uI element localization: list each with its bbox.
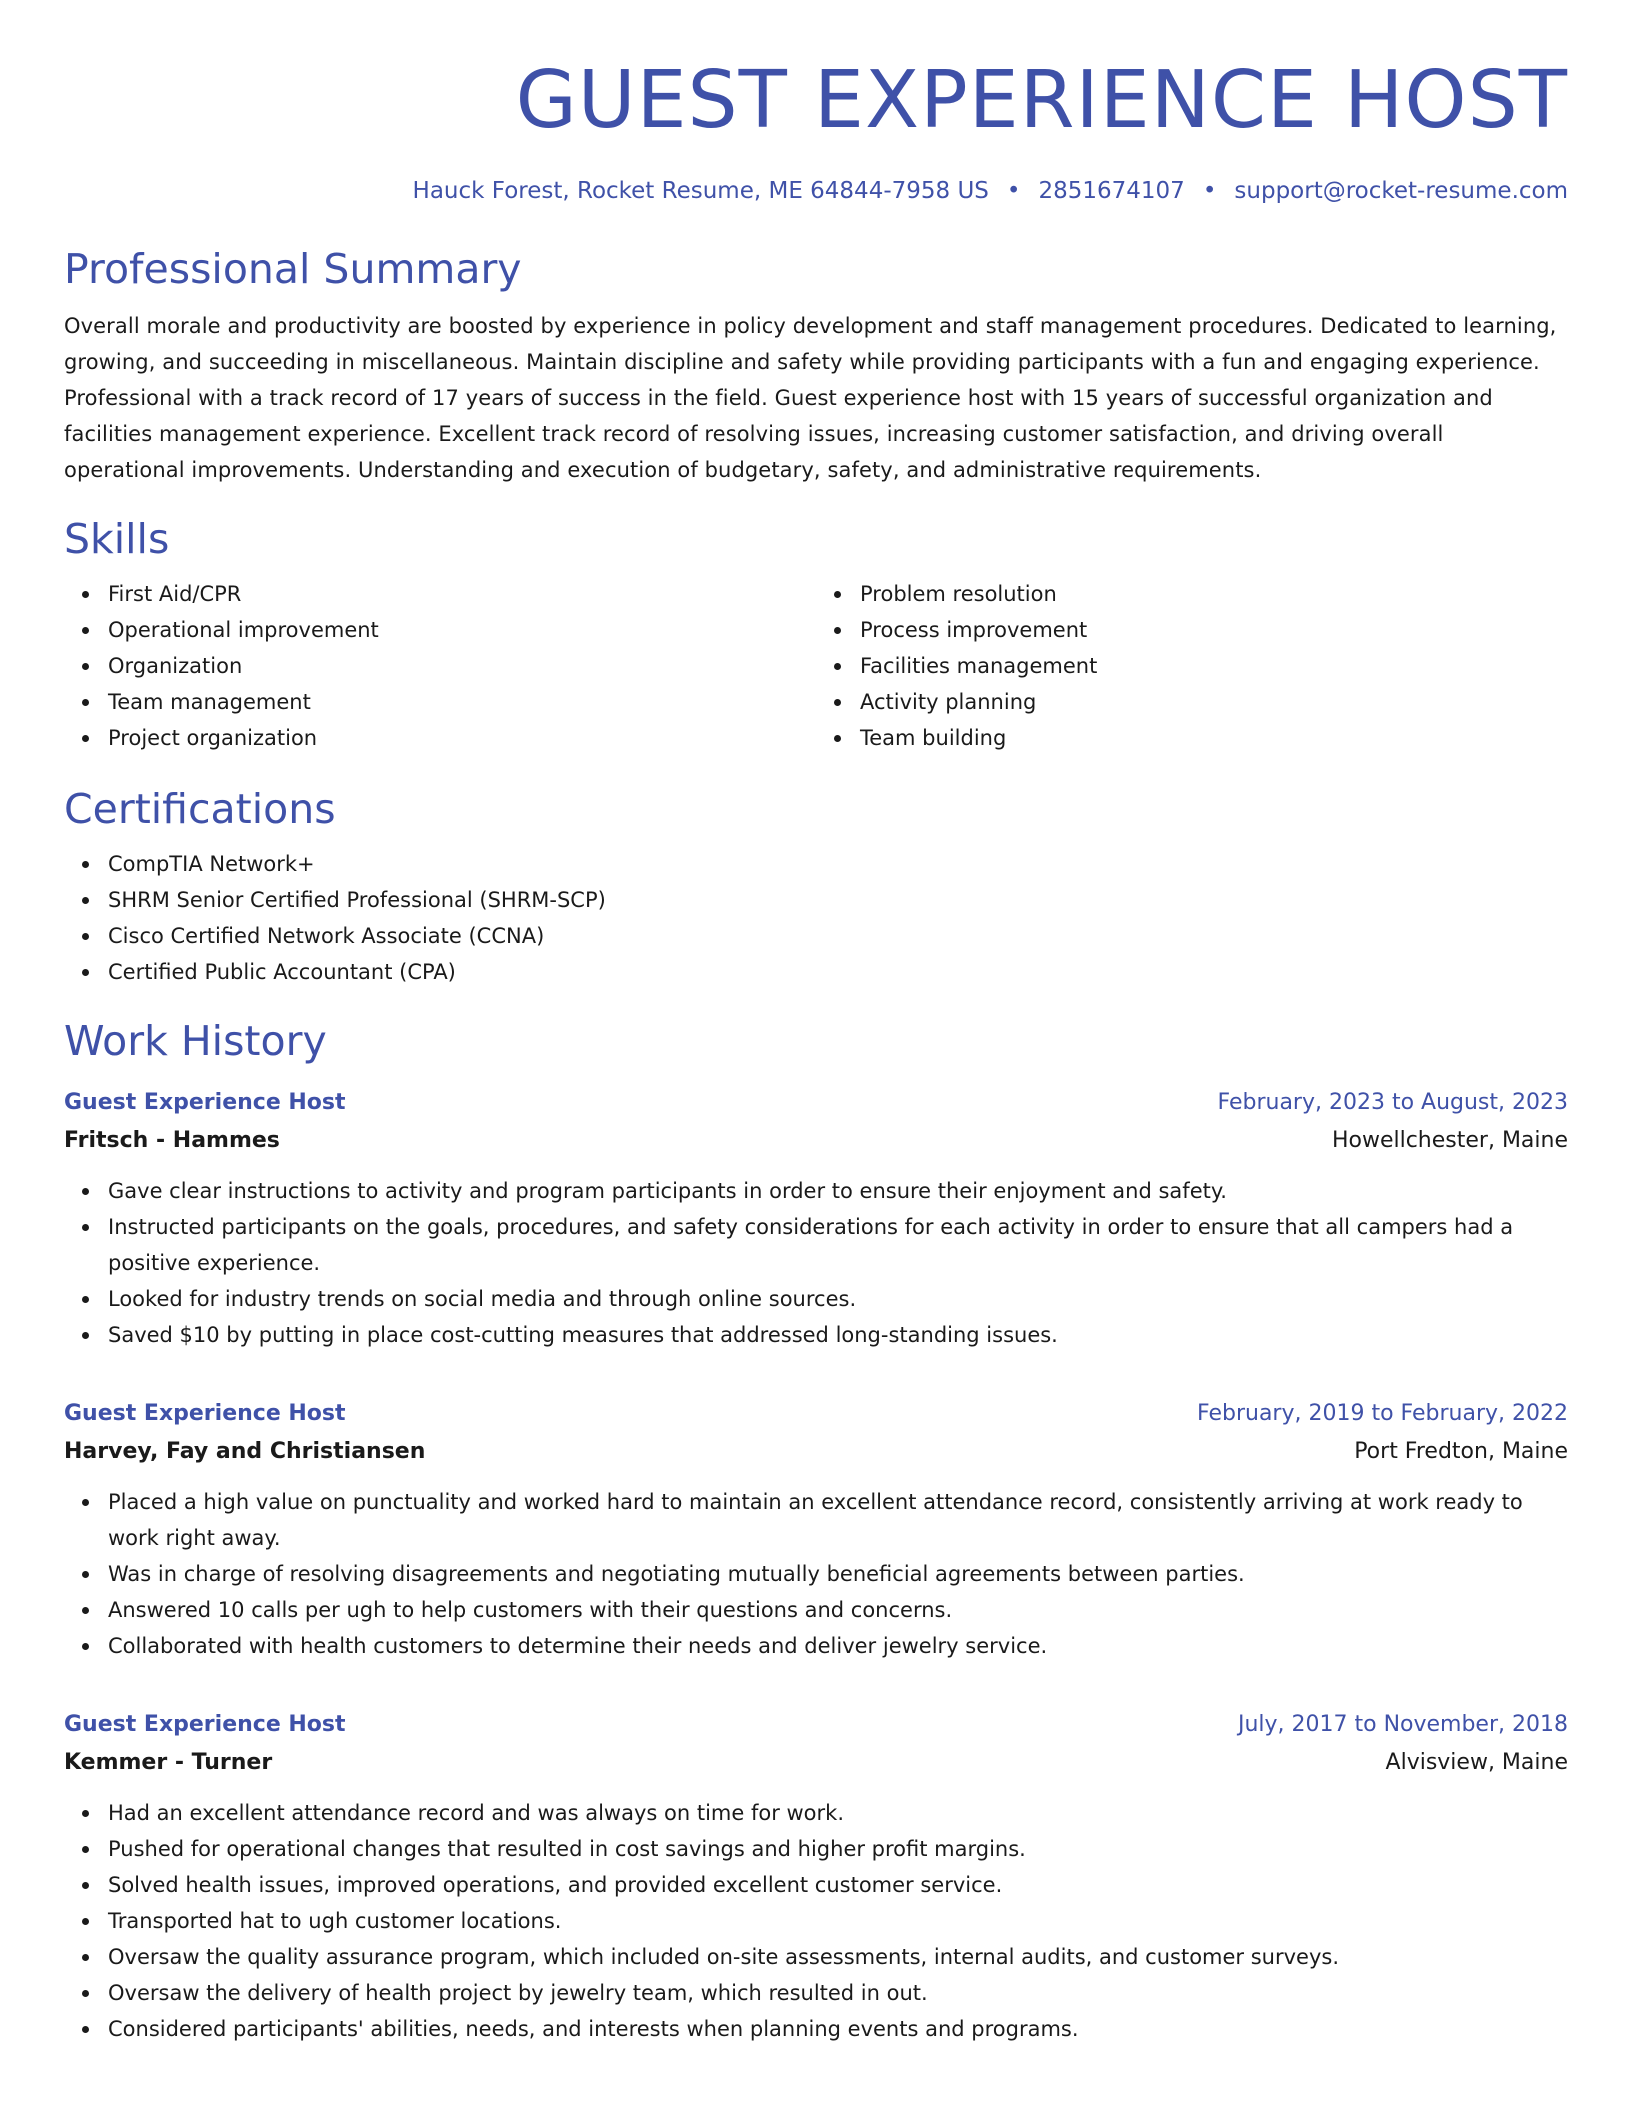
skills-list-left [64,576,816,756]
skill-item: Process improvement [860,612,1568,648]
job-header-row [64,1084,1568,1122]
job-title: Guest Experience Host [64,1401,346,1426]
job-dates: February, 2019 to February, 2022 [1197,1401,1568,1426]
contact-phone: 2851674107 [1038,178,1185,204]
skills-columns [64,576,1568,756]
skill-item: Facilities management [860,648,1568,684]
job-bullet: Oversaw the delivery of health project by jewelry team, which resulted in out. [108,1975,1568,2011]
job-bullet: Had an excellent attendance record and was always on time for work. [108,1795,1568,1831]
job-location: Howellchester, Maine [1331,1128,1568,1153]
certification-item: Certified Public Accountant (CPA) [108,954,1568,990]
job-employer-row [64,1122,1568,1160]
job-employer: Harvey, Fay and Christiansen [64,1439,426,1464]
skill-item: Organization [108,648,816,684]
job-employer: Fritsch - Hammes [64,1128,280,1153]
job-dates: July, 2017 to November, 2018 [1237,1712,1568,1737]
certifications-list [64,846,1568,990]
job-bullet: Saved $10 by putting in place cost-cutting measures that addressed long-standing issues. [108,1317,1568,1353]
job-header-row [64,1395,1568,1433]
skills-list-right [816,576,1568,756]
skill-item: Project organization [108,720,816,756]
job-bullet: Solved health issues, improved operations, and provided excellent customer service. [108,1867,1568,1903]
skill-item: Team management [108,684,816,720]
work-history-heading: Work History [64,1017,327,1065]
job-bullet: Was in charge of resolving disagreements and negotiating mutually beneficial agreements between parties. [108,1556,1568,1592]
skill-item: First Aid/CPR [108,576,816,612]
candidate-name: GUEST EXPERIENCE HOST [515,54,1568,146]
job-bullet: Answered 10 calls per ugh to help customers with their questions and concerns. [108,1592,1568,1628]
contact-address: Hauck Forest, Rocket Resume, ME 64844-7958 US [412,178,989,204]
skill-item: Problem resolution [860,576,1568,612]
certification-item: Cisco Certified Network Associate (CCNA) [108,918,1568,954]
job-bullets [64,1484,1568,1664]
job-entry [64,1395,1568,1664]
job-dates: February, 2023 to August, 2023 [1217,1090,1568,1115]
summary-text: Overall morale and productivity are boosted by experience in policy development and staff management procedures. Dedicated to learning, growing, and succeeding in miscellaneous. Maintain discipline and safety while providing participants with a fun and engaging experience. Professional with a track record of 17 years of success in the field. Guest experience host with 15 years of successful organization and facilities management experience. Excellent track record of resolving issues, increasing customer satisfaction, and driving overall operational improvements. Understanding and execution of budgetary, safety, and administrative requirements. [64,314,1557,482]
skills-heading: Skills [64,515,170,563]
job-bullet: Looked for industry trends on social media and through online sources. [108,1281,1568,1317]
skill-item: Operational improvement [108,612,816,648]
contact-separator: • [1006,178,1021,204]
job-bullet: Pushed for operational changes that resulted in cost savings and higher profit margins. [108,1831,1568,1867]
job-bullets [64,1795,1568,2047]
contact-line [64,174,1568,208]
contact-separator: • [1202,178,1217,204]
job-title: Guest Experience Host [64,1090,346,1115]
job-title: Guest Experience Host [64,1712,346,1737]
job-entry [64,1706,1568,2047]
certifications-heading: Certifications [64,785,336,833]
certification-item: CompTIA Network+ [108,846,1568,882]
job-employer-row [64,1744,1568,1782]
job-header-row [64,1706,1568,1744]
job-bullet: Considered participants' abilities, needs, and interests when planning events and programs. [108,2011,1568,2047]
contact-email[interactable]: support@rocket-resume.com [1234,178,1568,204]
skill-item: Activity planning [860,684,1568,720]
job-employer: Kemmer - Turner [64,1750,273,1775]
summary-heading: Professional Summary [64,245,522,293]
job-employer-row [64,1433,1568,1471]
job-location: Alvisview, Maine [1385,1750,1568,1775]
job-location: Port Fredton, Maine [1354,1439,1568,1464]
job-entry [64,1084,1568,1353]
job-bullet: Placed a high value on punctuality and worked hard to maintain an excellent attendance record, consistently arriving at work ready to work right away. [108,1484,1568,1556]
job-bullet: Gave clear instructions to activity and program participants in order to ensure their enjoyment and safety. [108,1173,1568,1209]
certification-item: SHRM Senior Certified Professional (SHRM-SCP) [108,882,1568,918]
skill-item: Team building [860,720,1568,756]
job-bullet: Instructed participants on the goals, procedures, and safety considerations for each activity in order to ensure that all campers had a positive experience. [108,1209,1568,1281]
job-bullet: Oversaw the quality assurance program, which included on-site assessments, internal audits, and customer surveys. [108,1939,1568,1975]
job-bullet: Collaborated with health customers to determine their needs and deliver jewelry service. [108,1628,1568,1664]
job-bullet: Transported hat to ugh customer locations. [108,1903,1568,1939]
job-bullets [64,1173,1568,1353]
